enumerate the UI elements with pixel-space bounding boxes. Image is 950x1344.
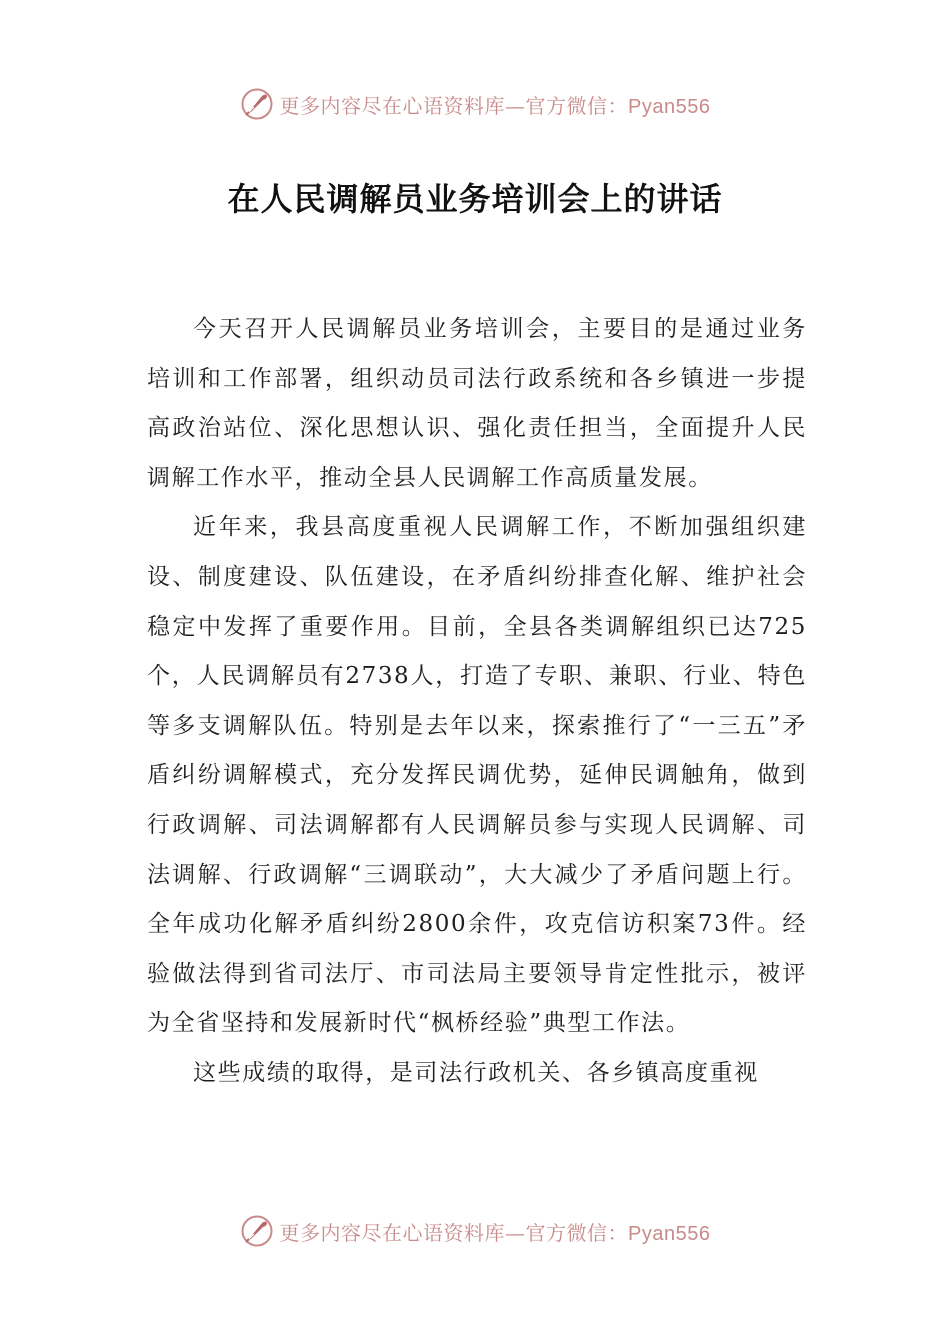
document-body bbox=[147, 305, 807, 1099]
document-title: 在人民调解员业务培训会上的讲话 bbox=[227, 180, 723, 218]
banner-text: 更多内容尽在心语资料库—官方微信：Pyan556 bbox=[279, 1220, 711, 1245]
wechat-id: Pyan556 bbox=[628, 1222, 711, 1245]
paragraph-2: 近年来，我县高度重视人民调解工作，不断加强组织建设、制度建设、队伍建设，在矛盾纠纷排查化解、维护社会稳定中发挥了重要作用。目前，全县各类调解组织已达725个，人民调解员有2738人，打造了专职、兼职、行业、特色等多支调解队伍。特别是去年以来，探索推行了“一三五”矛盾纠纷调解模式，充分发挥民调优势，延伸民调触角，做到行政调解、司法调解都有人民调解员参与实现人民调解、司法调解、行政调解“三调联动”，大大减少了矛盾问题上行。全年成功化解矛盾纠纷2800余件，攻克信访积案73件。经验做法得到省司法厅、市司法局主要领导肯定性批示，被评为全省坚持和发展新时代“枫桥经验”典型工作法。 bbox=[147, 514, 807, 1037]
paragraph-3: 这些成绩的取得，是司法行政机关、各乡镇高度重视 bbox=[193, 1059, 759, 1086]
banner-text: 更多内容尽在心语资料库—官方微信：Pyan556 bbox=[279, 93, 711, 118]
header-banner bbox=[0, 84, 950, 124]
quill-pen-icon bbox=[240, 87, 274, 121]
footer-banner bbox=[0, 1211, 950, 1251]
wechat-id: Pyan556 bbox=[628, 95, 711, 118]
quill-pen-icon bbox=[240, 1214, 274, 1248]
paragraph-1: 今天召开人民调解员业务培训会，主要目的是通过业务培训和工作部署，组织动员司法行政系统和各乡镇进一步提高政治站位、深化思想认识、强化责任担当，全面提升人民调解工作水平，推动全县人民调解工作高质量发展。 bbox=[147, 316, 807, 491]
